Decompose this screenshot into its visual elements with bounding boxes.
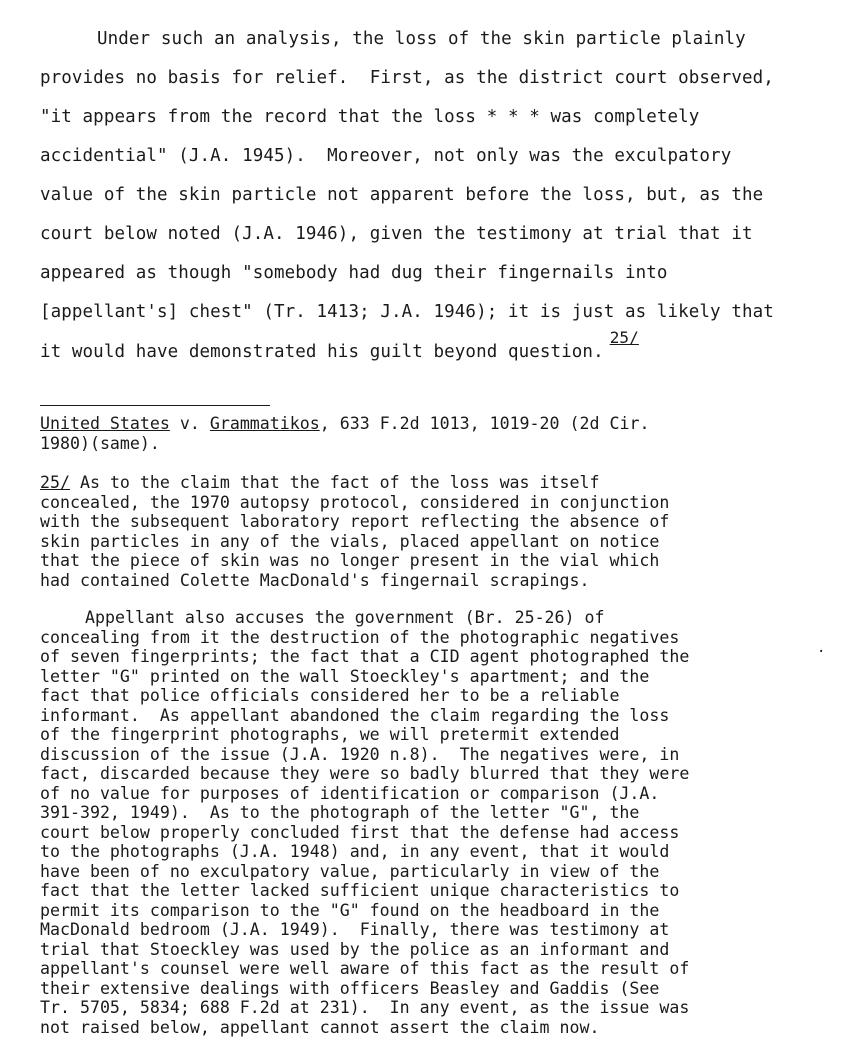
footnote-line: fact that police officials considered her to be a reliable (40, 686, 620, 705)
footnote-line: with the subsequent laboratory report reflecting the absence of (40, 512, 670, 531)
footnote-24-continuation (40, 414, 840, 453)
case-name-united-states: United States (40, 414, 170, 433)
footnote-line: court below properly concluded first that the defense had access (40, 822, 680, 842)
body-line-last (40, 328, 840, 371)
footnote-line: discussion of the issue (J.A. 1920 n.8). The negatives were, in (40, 744, 680, 764)
footnote-line: informant. As appellant abandoned the claim regarding the loss (40, 705, 670, 725)
footnote-line: have been of no exculpatory value, particularly in view of the (40, 861, 660, 881)
footnote-line: trial that Stoeckley was used by the police as an informant and (40, 939, 670, 959)
footnote-line: fact, discarded because they were so badly blurred that they were (40, 764, 690, 783)
footnote-line: appellant's counsel were well aware of this fact as the result of (40, 959, 690, 978)
footnote-reference-25: 25/ (609, 328, 639, 347)
body-line: value of the skin particle not apparent before the loss, but, as the (40, 185, 764, 205)
footnote-line: Appellant also accuses the government (Br. 25-26) of (85, 608, 605, 627)
case-versus: v. (169, 414, 210, 433)
body-line: "it appears from the record that the loss * * * was completely (40, 107, 700, 127)
footnote-line: 391-392, 1949). As to the photograph of the letter "G", the (40, 803, 640, 822)
body-line: provides no basis for relief. First, as the district court observed, (40, 68, 774, 88)
body-line: appeared as though "somebody had dug their fingernails into (40, 263, 668, 283)
footnote-line: concealing from it the destruction of the photographic negatives (40, 627, 680, 647)
footnote-line: skin particles in any of the vials, placed appellant on notice (40, 531, 660, 551)
case-name-grammatikos: Grammatikos (209, 414, 320, 433)
footnote-line: not raised below, appellant cannot assert the claim now. (40, 1017, 600, 1037)
footnote-line: 1980)(same). (40, 433, 160, 453)
footnote-line: Tr. 5705, 5834; 688 F.2d at 231). In any event, as the issue was (40, 998, 690, 1017)
body-line: court below noted (J.A. 1946), given the testimony at trial that it (40, 224, 753, 244)
main-paragraph (40, 20, 840, 371)
footnote-line: fact that the letter lacked sufficient unique characteristics to (40, 881, 680, 900)
body-line: accidential" (J.A. 1945). Moreover, not only was the exculpatory (40, 146, 732, 166)
body-line: [appellant's] chest" (Tr. 1413; J.A. 1946); it is just as likely that (40, 302, 774, 322)
citation-text: , 633 F.2d 1013, 1019-20 (2d Cir. (319, 414, 650, 433)
footnote-separator-rule (40, 405, 270, 406)
body-line-text: it would have demonstrated his guilt beyond question. (40, 342, 604, 362)
footnote-25 (40, 473, 840, 590)
footnote-line: to the photographs (J.A. 1948) and, in any event, that it would (40, 842, 670, 861)
stray-mark: . (817, 640, 826, 656)
footnote-line: of seven fingerprints; the fact that a CID agent photographed the (40, 647, 690, 666)
footnote-line: concealed, the 1970 autopsy protocol, considered in conjunction (40, 492, 670, 512)
footnote-line: letter "G" printed on the wall Stoeckley's apartment; and the (40, 666, 650, 686)
footnote-line (40, 414, 840, 434)
footnote-line: of the fingerprint photographs, we will pretermit extended (40, 725, 620, 744)
body-line: Under such an analysis, the loss of the skin particle plainly (97, 29, 746, 49)
footnote-line: that the piece of skin was no longer present in the vial which (40, 551, 660, 570)
footnote-25-marker: 25/ (40, 473, 70, 492)
footnote-line: MacDonald bedroom (J.A. 1949). Finally, there was testimony at (40, 920, 670, 939)
footnote-line: of no value for purposes of identification or comparison (J.A. (40, 783, 660, 803)
footnote-text: As to the claim that the fact of the loss was itself (69, 473, 600, 492)
footnote-line: had contained Colette MacDonald's fingernail scrapings. (40, 570, 590, 590)
footnote-25-paragraph-2 (40, 608, 840, 1037)
footnote-line (40, 473, 840, 493)
footnote-line: their extensive dealings with officers Beasley and Gaddis (See (40, 978, 660, 998)
footnote-line: permit its comparison to the "G" found on the headboard in the (40, 900, 660, 920)
